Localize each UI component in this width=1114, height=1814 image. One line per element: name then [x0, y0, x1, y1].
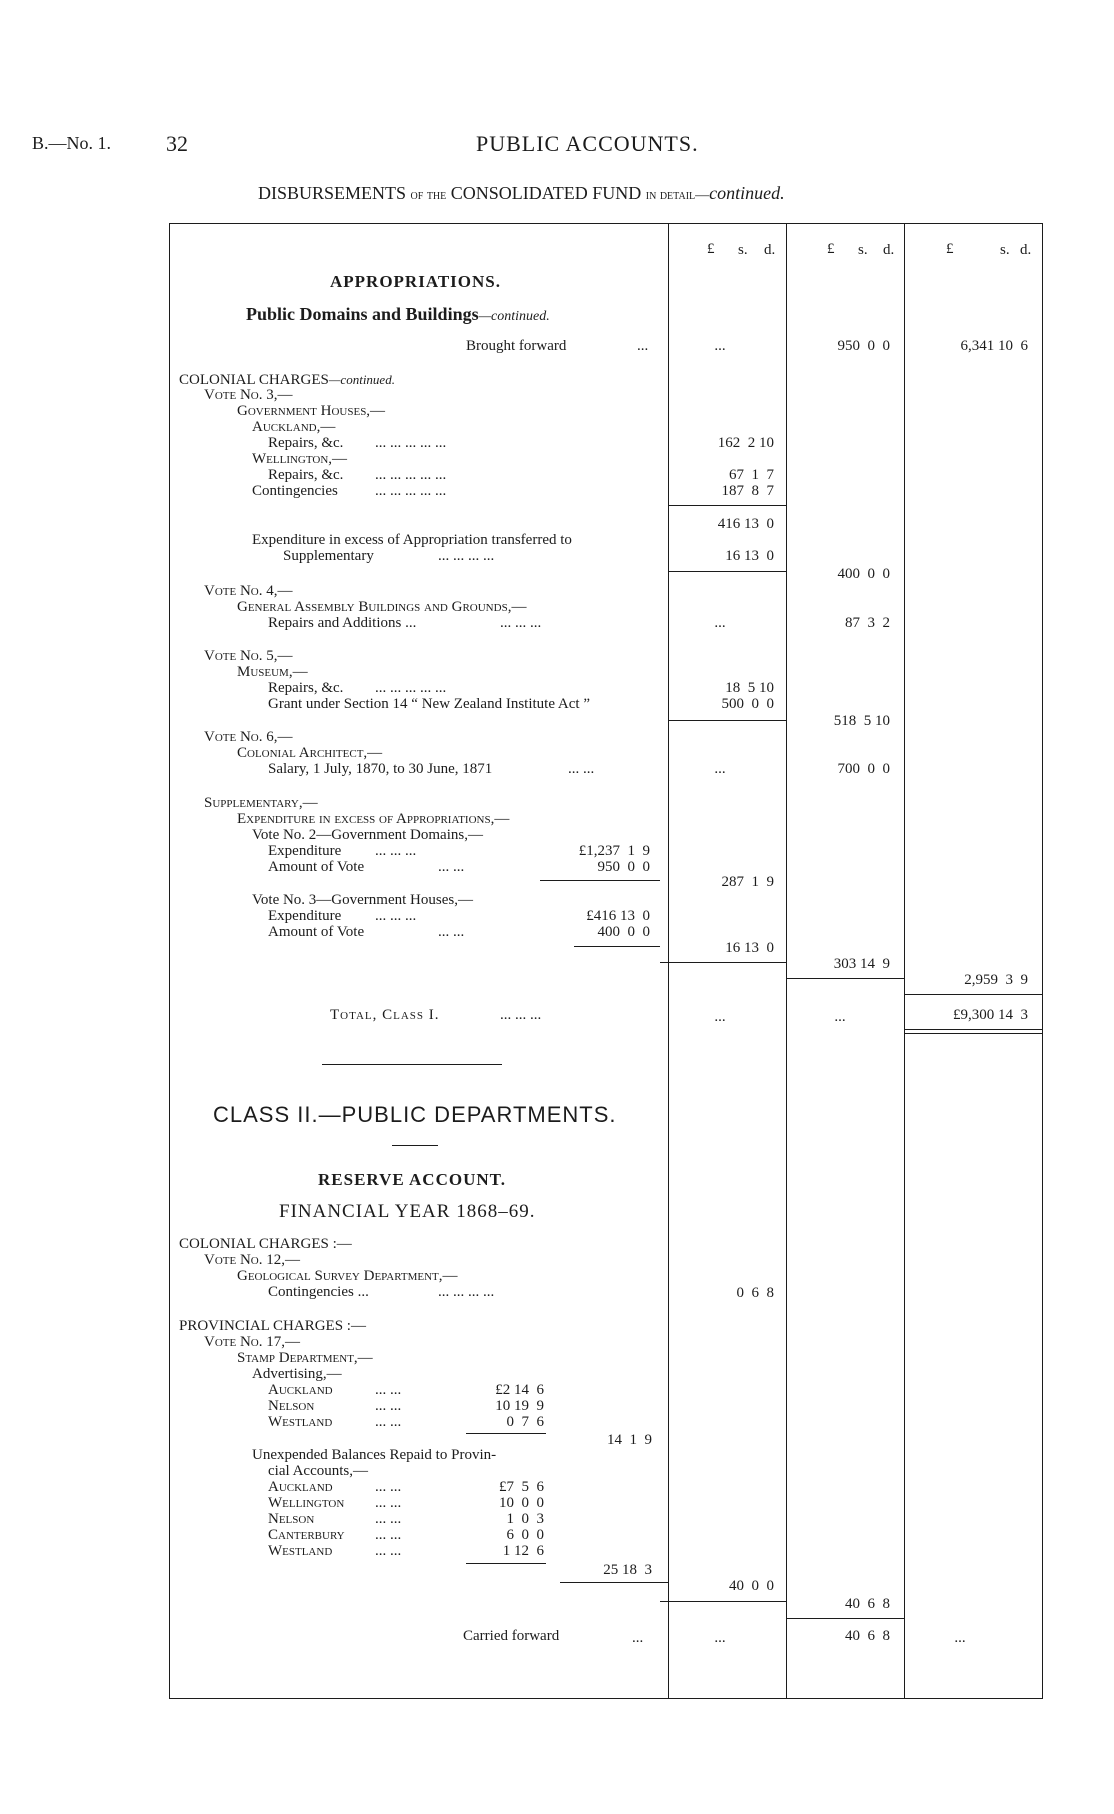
- col2-pence-header: d.: [883, 242, 895, 258]
- leader-dots: ... ... ... ... ...: [375, 680, 447, 696]
- amount-cell: ...: [834, 1009, 846, 1025]
- sum-rule: [466, 1433, 546, 1434]
- leader-dots: ... ... ... ...: [438, 548, 495, 564]
- vote-label: Vote No. 17,—: [204, 1334, 300, 1350]
- amount-cell: ...: [714, 1009, 726, 1025]
- line-item: cial Accounts,—: [268, 1463, 368, 1479]
- amount-cell: 2,959 3 9: [964, 972, 1028, 988]
- amount-cell: 187 8 7: [721, 483, 774, 499]
- leader-dots: ... ... ...: [500, 1007, 542, 1023]
- sum-rule: [904, 994, 1042, 995]
- subsection-suffix: —continued.: [478, 309, 550, 324]
- leader-dots: ... ...: [375, 1495, 402, 1511]
- amount-cell: 18 5 10: [725, 680, 774, 696]
- line-item: Grant under Section 14 “ New Zealand Institute Act ”: [268, 696, 590, 712]
- amount-cell: 400 0 0: [837, 566, 890, 582]
- department-label: Museum,—: [237, 664, 308, 680]
- line-item: Salary, 1 July, 1870, to 30 June, 1871: [268, 761, 493, 777]
- amount-cell: 0 6 8: [736, 1285, 774, 1301]
- leader-dots: ... ...: [375, 1543, 402, 1559]
- line-item: Advertising,—: [252, 1366, 342, 1382]
- section-heading: APPROPRIATIONS.: [330, 272, 501, 291]
- sum-rule: [786, 978, 904, 979]
- location-label: Auckland,—: [252, 419, 336, 435]
- charges-suffix: —continued.: [328, 372, 395, 387]
- col3-pence-header: d.: [1020, 242, 1032, 258]
- amount-cell: 16 13 0: [725, 548, 774, 564]
- leader-dots: ... ...: [375, 1511, 402, 1527]
- sum-rule: [786, 1618, 904, 1619]
- amount-cell: 0 7 6: [506, 1414, 544, 1430]
- table-left-border: [169, 223, 170, 1699]
- subtitle-part: continued.: [709, 183, 785, 203]
- line-item: Repairs and Additions ...: [268, 615, 417, 631]
- col3-pounds-header: £: [946, 241, 954, 257]
- leader-dots: ... ... ...: [375, 908, 417, 924]
- leader-dots: ... ... ... ... ...: [375, 467, 447, 483]
- amount-cell: 40 0 0: [729, 1578, 774, 1594]
- amount-cell: 87 3 2: [845, 615, 890, 631]
- line-item: Repairs, &c.: [268, 680, 344, 696]
- leader-dots: ... ...: [438, 924, 465, 940]
- account-heading: RESERVE ACCOUNT.: [318, 1170, 506, 1189]
- short-separator: [392, 1145, 438, 1146]
- total-label: Total, Class I.: [330, 1007, 440, 1023]
- leader-dots: ... ...: [375, 1527, 402, 1543]
- amount-cell: ...: [714, 338, 726, 354]
- line-item: Supplementary: [283, 548, 374, 564]
- amount-cell: £7 5 6: [499, 1479, 544, 1495]
- col1-pence-header: d.: [764, 242, 776, 258]
- supplementary-heading: Supplementary,—: [204, 795, 318, 811]
- amount-cell: 950 0 0: [597, 859, 650, 875]
- subtitle-part: of the: [410, 188, 447, 203]
- amount-cell: 16 13 0: [725, 940, 774, 956]
- vote-label: Vote No. 2—Government Domains,—: [252, 827, 483, 843]
- amount-cell: ...: [954, 1630, 966, 1646]
- sum-rule: [660, 962, 786, 963]
- amount-cell: 14 1 9: [607, 1432, 652, 1448]
- amount-cell: 1 12 6: [502, 1543, 544, 1559]
- amount-cell: 40 6 8: [845, 1596, 890, 1612]
- amount-cell: 500 0 0: [721, 696, 774, 712]
- col2-shillings-header: s.: [858, 242, 868, 258]
- sum-rule: [668, 571, 786, 572]
- sum-rule: [660, 1601, 786, 1602]
- vote-label: Vote No. 3—Government Houses,—: [252, 892, 473, 908]
- financial-year-heading: FINANCIAL YEAR 1868–69.: [279, 1201, 536, 1222]
- sum-rule: [668, 505, 786, 506]
- col2-pounds-header: £: [827, 241, 835, 257]
- leader-dots: ... ...: [375, 1382, 402, 1398]
- amount-cell: 6 0 0: [506, 1527, 544, 1543]
- table-bottom-rule: [169, 1698, 1043, 1699]
- department-label: Expenditure in excess of Appropriations,—: [237, 811, 510, 827]
- line-item: Repairs, &c.: [268, 467, 344, 483]
- double-rule: [904, 1029, 1042, 1030]
- leader-dots: ... ...: [375, 1414, 402, 1430]
- section-separator: [322, 1064, 502, 1065]
- leader-dots: ... ... ... ... ...: [375, 483, 447, 499]
- department-label: Geological Survey Department,—: [237, 1268, 458, 1284]
- grand-total-cell: £9,300 14 3: [953, 1007, 1028, 1023]
- carried-forward-label: Carried forward: [463, 1628, 560, 1644]
- vote-label: Vote No. 6,—: [204, 729, 293, 745]
- leader-dots: ... ... ...: [500, 615, 542, 631]
- page-number: 32: [166, 131, 188, 156]
- province-name: Nelson: [268, 1398, 315, 1414]
- department-label: Stamp Department,—: [237, 1350, 373, 1366]
- subtitle-part: DISBURSEMENTS: [258, 183, 407, 203]
- amount-cell: 1 0 3: [506, 1511, 544, 1527]
- leader-dots: ... ...: [375, 1398, 402, 1414]
- line-item: Contingencies: [252, 483, 338, 499]
- charges-heading: COLONIAL CHARGES :—: [179, 1236, 352, 1252]
- col3-shillings-header: s.: [1000, 242, 1010, 258]
- table-top-rule: [169, 223, 1043, 224]
- subtitle-part: in detail—: [645, 188, 710, 203]
- sum-rule: [540, 880, 660, 881]
- amount-cell: 400 0 0: [597, 924, 650, 940]
- leader-dots: ... ... ...: [375, 843, 417, 859]
- amount-cell: 10 0 0: [499, 1495, 544, 1511]
- province-name: Westland: [268, 1543, 333, 1559]
- page-reference: B.—No. 1.: [32, 133, 112, 153]
- department-label: Colonial Architect,—: [237, 745, 383, 761]
- subsection-heading: [246, 304, 550, 325]
- charges-text: COLONIAL CHARGES: [179, 372, 329, 388]
- vote-label: Vote No. 12,—: [204, 1252, 300, 1268]
- province-name: Canterbury: [268, 1527, 345, 1543]
- leader-dots: ...: [632, 1630, 644, 1646]
- amount-cell: £1,237 1 9: [578, 843, 650, 859]
- leader-dots: ... ...: [375, 1479, 402, 1495]
- province-name: Auckland: [268, 1382, 333, 1398]
- col1-shillings-header: s.: [738, 242, 748, 258]
- leader-dots: ... ...: [438, 859, 465, 875]
- vote-label: Vote No. 3,—: [204, 387, 293, 403]
- location-label: Wellington,—: [252, 451, 348, 467]
- charges-heading: PROVINCIAL CHARGES :—: [179, 1318, 366, 1334]
- sum-rule: [466, 1563, 546, 1564]
- line-item: Expenditure in excess of Appropriation transferred to: [252, 532, 572, 548]
- amount-cell: ...: [714, 761, 726, 777]
- column-divider: [904, 223, 905, 1699]
- col1-pounds-header: £: [707, 241, 715, 257]
- line-item: Repairs, &c.: [268, 435, 344, 451]
- amount-cell: 162 2 10: [717, 435, 774, 451]
- amount-cell: 303 14 9: [833, 956, 890, 972]
- amount-cell: 287 1 9: [721, 874, 774, 890]
- amount-cell: 6,341 10 6: [960, 338, 1028, 354]
- province-name: Nelson: [268, 1511, 315, 1527]
- line-item: Expenditure: [268, 843, 342, 859]
- table-right-border: [1042, 223, 1043, 1699]
- line-item: Expenditure: [268, 908, 342, 924]
- amount-cell: £2 14 6: [495, 1382, 544, 1398]
- brought-forward-label: Brought forward: [466, 338, 567, 354]
- amount-cell: £416 13 0: [586, 908, 650, 924]
- line-item: Amount of Vote: [268, 924, 365, 940]
- amount-cell: 25 18 3: [603, 1562, 652, 1578]
- leader-dots: ... ... ... ...: [438, 1284, 495, 1300]
- leader-dots: ...: [637, 338, 649, 354]
- line-item: Amount of Vote: [268, 859, 365, 875]
- vote-label: Vote No. 5,—: [204, 648, 293, 664]
- amount-cell: ...: [714, 615, 726, 631]
- province-name: Auckland: [268, 1479, 333, 1495]
- page-subtitle: [258, 183, 785, 204]
- running-title: PUBLIC ACCOUNTS.: [476, 131, 699, 156]
- amount-cell: 950 0 0: [837, 338, 890, 354]
- department-label: Government Houses,—: [237, 403, 386, 419]
- amount-cell: ...: [714, 1630, 726, 1646]
- vote-label: Vote No. 4,—: [204, 583, 293, 599]
- sum-rule: [668, 720, 786, 721]
- amount-cell: 40 6 8: [845, 1628, 890, 1644]
- sum-rule: [560, 1582, 668, 1583]
- amount-cell: 67 1 7: [729, 467, 774, 483]
- province-name: Wellington: [268, 1495, 345, 1511]
- province-name: Westland: [268, 1414, 333, 1430]
- column-divider: [668, 223, 669, 1699]
- line-item: Contingencies ...: [268, 1284, 369, 1300]
- line-item: Unexpended Balances Repaid to Provin-: [252, 1447, 497, 1463]
- sum-rule: [574, 946, 660, 947]
- subsection-text: Public Domains and Buildings: [246, 304, 479, 324]
- amount-cell: 518 5 10: [833, 713, 890, 729]
- class-heading: CLASS II.—PUBLIC DEPARTMENTS.: [213, 1102, 617, 1127]
- amount-cell: 700 0 0: [837, 761, 890, 777]
- amount-cell: 10 19 9: [495, 1398, 544, 1414]
- amount-cell: 416 13 0: [717, 516, 774, 532]
- double-rule: [904, 1033, 1042, 1034]
- leader-dots: ... ...: [568, 761, 595, 777]
- leader-dots: ... ... ... ... ...: [375, 435, 447, 451]
- subtitle-part: CONSOLIDATED FUND: [450, 183, 642, 203]
- department-label: General Assembly Buildings and Grounds,—: [237, 599, 527, 615]
